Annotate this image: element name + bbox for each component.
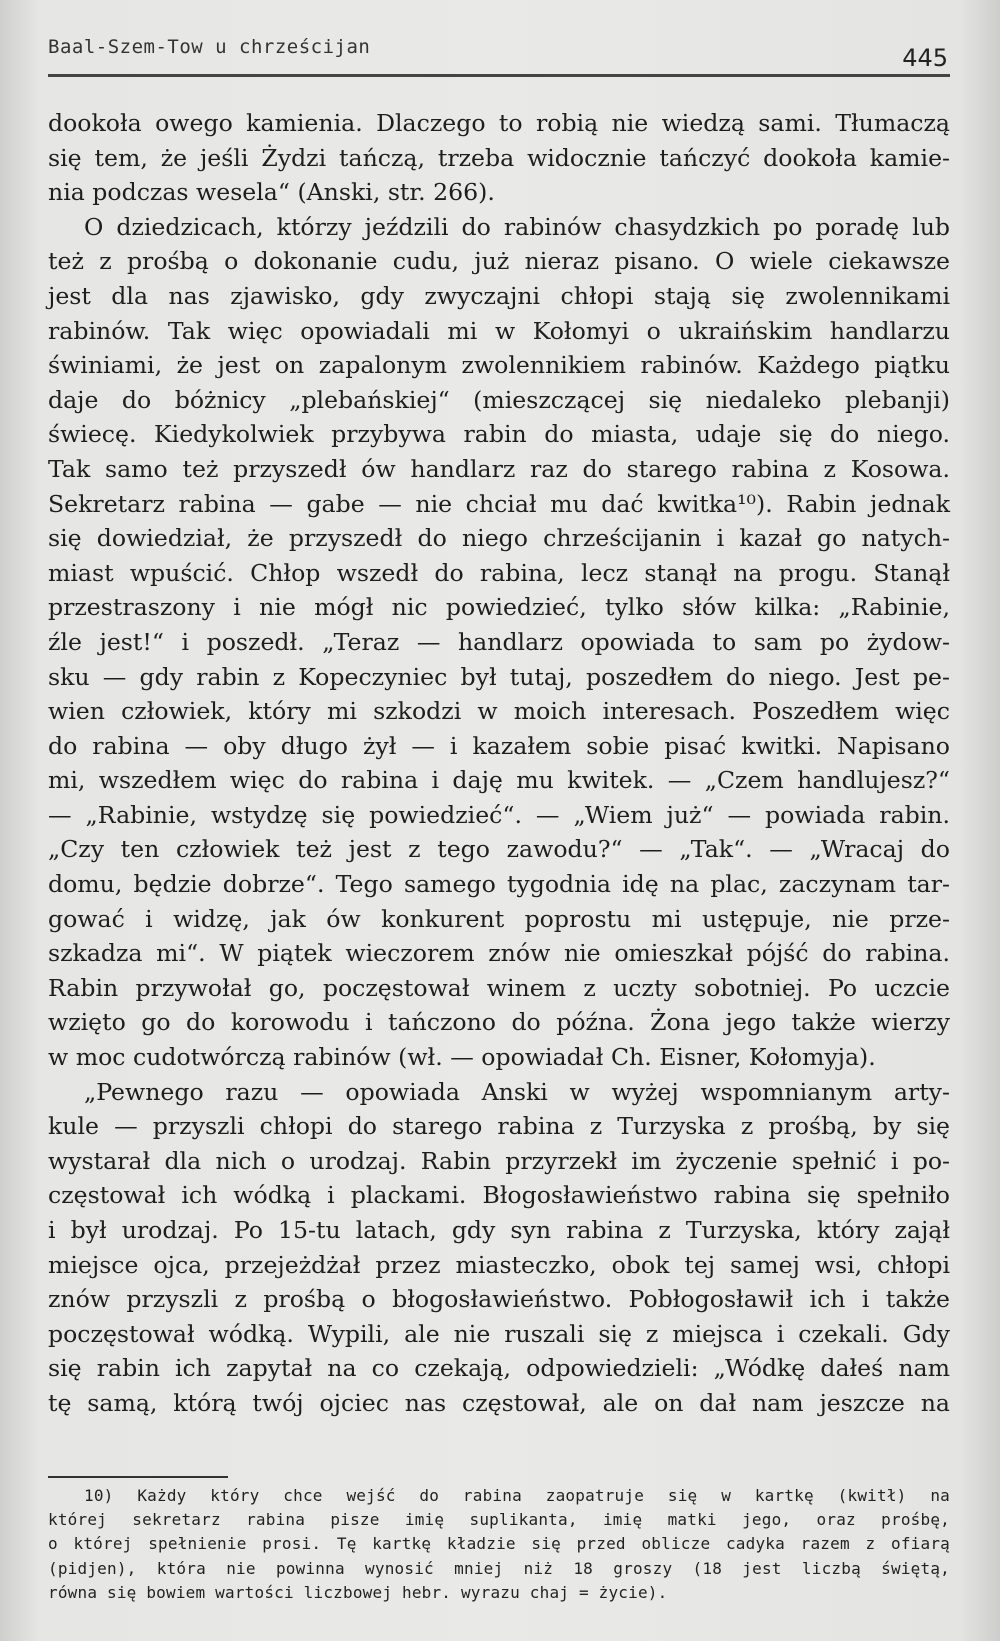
body-text-line: przestraszony i nie mógł nic powiedzieć, tylko słów kilka: „Rabinie, [48, 593, 950, 622]
page-number: 445 [902, 44, 948, 72]
body-text-line: źle jest!“ i poszedł. „Teraz — handlarz opowiada to sam po żydow- [48, 627, 950, 656]
running-title: Baal-Szem-Tow u chrześcijan [48, 36, 371, 58]
footnote [48, 1484, 950, 1605]
body-text-line: szkadza mi“. W piątek wieczorem znów nie omieszkał pójść do rabina. [48, 939, 950, 968]
body-text-line: świecę. Kiedykolwiek przybywa rabin do miasta, udaje się do niego. [48, 420, 950, 449]
body-text-line: świniami, że jest on zapalonym zwolennikiem rabinów. Każdego piątku [48, 351, 950, 380]
body-text-line: Sekretarz rabina — gabe — nie chciał mu dać kwitka¹⁰). Rabin jednak [48, 489, 950, 518]
body-text-line: i był urodzaj. Po 15-tu latach, gdy syn rabina z Turzyska, który zajął [48, 1216, 950, 1244]
footnote-rule [48, 1476, 228, 1478]
body-text-line: O dziedzicach, którzy jeździli do rabinów chasydzkich po poradę lub [84, 212, 950, 241]
body-text-line: się tem, że jeśli Żydzi tańczą, trzeba widocznie tańczyć dookoła kamie- [48, 143, 950, 172]
body-text-line: się rabin ich zapytał na co czekają, odpowiedzieli: „Wódkę dałeś nam [48, 1354, 950, 1383]
body-text-line: sku — gdy rabin z Kopeczyniec był tutaj, poszedłem do niego. Jest pe- [48, 662, 950, 691]
body-text-line: Rabin przywołał go, poczęstował winem z uczty sobotniej. Po uczcie [48, 973, 950, 1002]
body-text-line: miejsce ojca, przejeżdżał przez miasteczko, obok tej samej wsi, chłopi [48, 1250, 950, 1279]
body-text-line: wien człowiek, który mi szkodzi w moich interesach. Poszedłem więc [48, 697, 950, 726]
body-text-line: dookoła owego kamienia. Dlaczego to robią nie wiedzą sami. Tłumaczą [48, 109, 950, 137]
body-text-line: też z prośbą o dokonanie cudu, już nieraz pisano. O wiele ciekawsze [48, 247, 950, 276]
body-text-line: znów przyszli z prośbą o błogosławieństwo. Pobłogosławił ich i także [48, 1285, 950, 1314]
footnote-line: o której spełnienie prosi. Tę kartkę kładzie się przed oblicze cadyka razem z ofiarą [48, 1534, 950, 1554]
body-text-line: rabinów. Tak więc opowiadali mi w Kołomyi o ukraińskim handlarzu [48, 316, 950, 345]
body-text-line: „Pewnego razu — opowiada Anski w wyżej wspomnianym arty- [84, 1077, 950, 1106]
footnote-line: której sekretarz rabina pisze imię suplikanta, imię matki jego, oraz prośbę, [48, 1510, 950, 1530]
body-text-line: częstował ich wódką i plackami. Błogosławieństwo rabina się spełniło [48, 1181, 950, 1210]
body-text-line: jest dla nas zjawisko, gdy zwyczajni chłopi stają się zwolennikami [48, 281, 950, 310]
body-text-line: się dowiedział, że przyszedł do niego chrześcijanin i kazał go natych- [48, 524, 950, 553]
body-text [48, 106, 950, 1421]
body-text-line: mi, wszedłem więc do rabina i daję mu kwitek. — „Czem handlujesz?“ [48, 766, 950, 795]
body-text-line: kule — przyszli chłopi do starego rabina z Turzyska z prośbą, by się [48, 1112, 950, 1141]
body-text-line: nia podczas wesela“ (Anski, str. 266). [48, 178, 495, 207]
header-rule [48, 74, 950, 77]
body-text-line: poczęstował wódką. Wypili, ale nie ruszali się z miejsca i czekali. Gdy [48, 1319, 950, 1348]
body-text-line: w moc cudotwórczą rabinów (wł. — opowiadał Ch. Eisner, Kołomyja). [48, 1043, 876, 1072]
body-text-line: „Czy ten człowiek też jest z tego zawodu?“ — „Tak“. — „Wracaj do [48, 835, 950, 864]
body-text-line: Tak samo też przyszedł ów handlarz raz do starego rabina z Kosowa. [48, 454, 950, 483]
body-text-line: — „Rabinie, wstydzę się powiedzieć“. — „Wiem już“ — powiada rabin. [48, 800, 950, 829]
body-text-line: do rabina — oby długo żył — i kazałem sobie pisać kwitki. Napisano [48, 731, 950, 760]
body-text-line: wystarał dla nich o urodzaj. Rabin przyrzekł im życzenie spełnić i po- [48, 1146, 950, 1175]
footnote-line: równa się bowiem wartości liczbowej hebr. wyrazu chaj = życie). [48, 1582, 668, 1602]
body-text-line: gować i widzę, jak ów konkurent poprostu mi ustępuje, nie prze- [48, 904, 950, 933]
body-text-line: wzięto go do korowodu i tańczono do późna. Żona jego także wierzy [48, 1008, 950, 1037]
body-text-line: miast wpuścić. Chłop wszedł do rabina, lecz stanął na progu. Stanął [48, 558, 950, 587]
body-text-line: daje do bóżnicy „plebańskiej“ (mieszczącej się niedaleko plebanji) [48, 385, 950, 414]
footnote-line: (pidjen), która nie powinna wynosić mniej niż 18 groszy (18 jest liczbą świętą, [48, 1558, 950, 1578]
body-text-line: domu, będzie dobrze“. Tego samego tygodnia idę na plac, zaczynam tar- [48, 870, 950, 899]
body-text-line: tę samą, którą twój ojciec nas częstował, ale on dał nam jeszcze na [48, 1388, 950, 1417]
footnote-line: 10) Każdy który chce wejść do rabina zaopatruje się w kartkę (kwitł) na [84, 1486, 950, 1505]
